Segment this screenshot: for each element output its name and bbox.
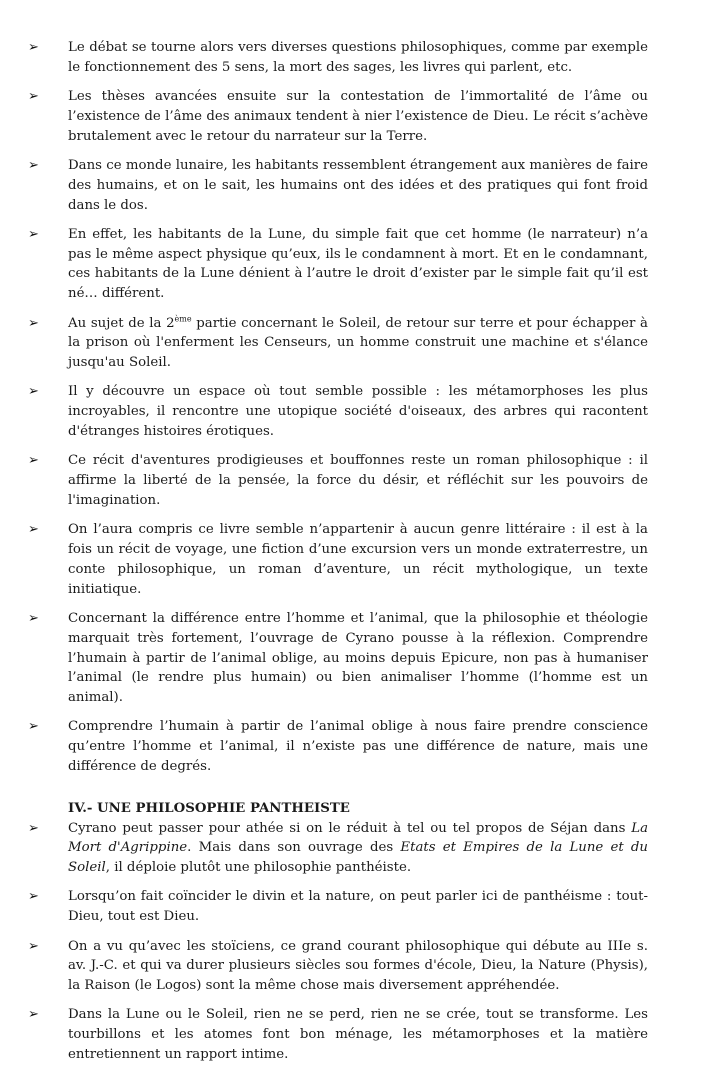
bullet-text: Dans la Lune ou le Soleil, rien ne se perd, rien ne se crée, tout se transforme. Les tourbillons et les atomes font bon ménage, les métamorphoses et la matière entretiennent un rapport intime. (68, 1007, 648, 1063)
bullet-text-part2: . Mais dans son ouvrage des (187, 840, 401, 856)
arrow-bullet-icon: ➢ (28, 820, 39, 836)
bullet-text: Comprendre l’humain à partir de l’animal oblige à nous faire prendre conscience qu’entre l’homme et l’animal, il n’existe pas une différence de nature, mais une différence de degrés. (68, 719, 648, 774)
bullet-text: On l’aura compris ce livre semble n’appartenir à aucun genre littéraire : il est à la fois un récit de voyage, une fiction d’une excursion vers un monde extraterrestre, un conte philosophique, un roman d’aventure, un récit mythologique, un texte initiatique. (68, 522, 648, 597)
bullet-list-part1 (28, 38, 648, 777)
bullet-text: Le débat se tourne alors vers diverses questions philosophiques, comme par exemple le fonctionnement des 5 sens, la mort des sages, les livres qui parlent, etc. (68, 40, 648, 75)
bullet-item (28, 609, 648, 708)
bullet-item (28, 937, 648, 996)
bullet-text: Dans ce monde lunaire, les habitants ressemblent étrangement aux manières de faire des humains, et on le sait, les humains ont des idées et des pratiques qui font froid dans le dos. (68, 157, 648, 213)
bullet-text: En effet, les habitants de la Lune, du simple fait que cet homme (le narrateur) n’a pas le même aspect physique qu’eux, ils le condamnent à mort. Et en le condamnant, ces habitants de la Lune dénient à l’autre le droit d’exister par le simple fait qu’il est né… différent. (68, 226, 648, 302)
bullet-item (28, 1005, 648, 1064)
bullet-item (28, 87, 648, 146)
bullet-item (28, 156, 648, 215)
bullet-item-cyrano (28, 819, 648, 878)
bullet-text-before: Au sujet de la 2 (68, 315, 175, 331)
bullet-text: On a vu qu’avec les stoïciens, ce grand courant philosophique qui débute au IIIe s. av. J.-C. et qui va durer plusieurs siècles sou formes d'école, Dieu, la Nature (Physis), la Raison (le Logos) sont la même chose mais diversement appréhendée. (68, 938, 648, 994)
arrow-bullet-icon: ➢ (28, 226, 39, 242)
bullet-text: Lorsqu’on fait coïncider le divin et la nature, on peut parler ici de panthéisme : tout-Dieu, tout est Dieu. (68, 889, 648, 925)
bullet-item (28, 38, 648, 78)
book-title-agrippine: La Mort d'Agrippine (68, 820, 648, 856)
bullet-item-soleil (28, 314, 648, 373)
bullet-item (28, 717, 648, 776)
arrow-bullet-icon: ➢ (28, 522, 39, 538)
arrow-bullet-icon: ➢ (28, 157, 39, 173)
arrow-bullet-icon: ➢ (28, 938, 39, 954)
arrow-bullet-icon: ➢ (28, 89, 39, 105)
bullet-item (28, 520, 648, 599)
bullet-text-part3: , il déploie plutôt une philosophie panthéiste. (105, 860, 412, 876)
bullet-text: Les thèses avancées ensuite sur la contestation de l’immortalité de l’âme ou l’existence de l’âme des animaux tendent à nier l’existence de Dieu. Le récit s’achève brutalement avec le retour du narrateur sur la Terre. (68, 89, 648, 144)
arrow-bullet-icon: ➢ (28, 315, 39, 331)
arrow-bullet-icon: ➢ (28, 1007, 39, 1023)
book-title-etats-empires: Etats et Empires de la Lune et du Soleil (68, 840, 648, 876)
arrow-bullet-icon: ➢ (28, 610, 39, 626)
section-heading: IV.- UNE PHILOSOPHIE PANTHEISTE (68, 800, 350, 816)
bullet-item (28, 451, 648, 510)
arrow-bullet-icon: ➢ (28, 40, 39, 55)
arrow-bullet-icon: ➢ (28, 384, 39, 400)
bullet-text: Ce récit d'aventures prodigieuses et bouffonnes reste un roman philosophique : il affirme la liberté de la pensée, la force du désir, et réfléchit sur les pouvoirs de l'imagination. (68, 453, 648, 508)
ordinal-superscript: ème (174, 314, 192, 324)
bullet-text-after: partie concernant le Soleil, de retour sur terre et pour échapper à la prison où l'enferment les Censeurs, un homme construit une machine et s'élance jusqu'au Soleil. (68, 315, 648, 371)
bullet-text: Il y découvre un espace où tout semble possible : les métamorphoses les plus incroyables, il rencontre une utopique société d'oiseaux, des arbres qui racontent d'étranges histoires érotiques. (68, 384, 648, 440)
arrow-bullet-icon: ➢ (28, 453, 39, 469)
bullet-text-part1: Cyrano peut passer pour athée si on le réduit à tel ou tel propos de Séjan dans (68, 820, 632, 836)
bullet-item (28, 382, 648, 441)
arrow-bullet-icon: ➢ (28, 889, 39, 905)
bullet-list-part3 (28, 819, 648, 1065)
arrow-bullet-icon: ➢ (28, 719, 39, 735)
bullet-text: Concernant la différence entre l’homme et l’animal, que la philosophie et théologie marquait très fortement, l’ouvrage de Cyrano pousse à la réflexion. Comprendre l’humain à partir de l’animal oblige, au moins depuis Epicure, non pas à humaniser l’animal (le rendre plus humain) ou bien animaliser l’homme (l’homme est un animal). (68, 610, 648, 706)
bullet-item (28, 225, 648, 304)
bullet-item (28, 887, 648, 927)
